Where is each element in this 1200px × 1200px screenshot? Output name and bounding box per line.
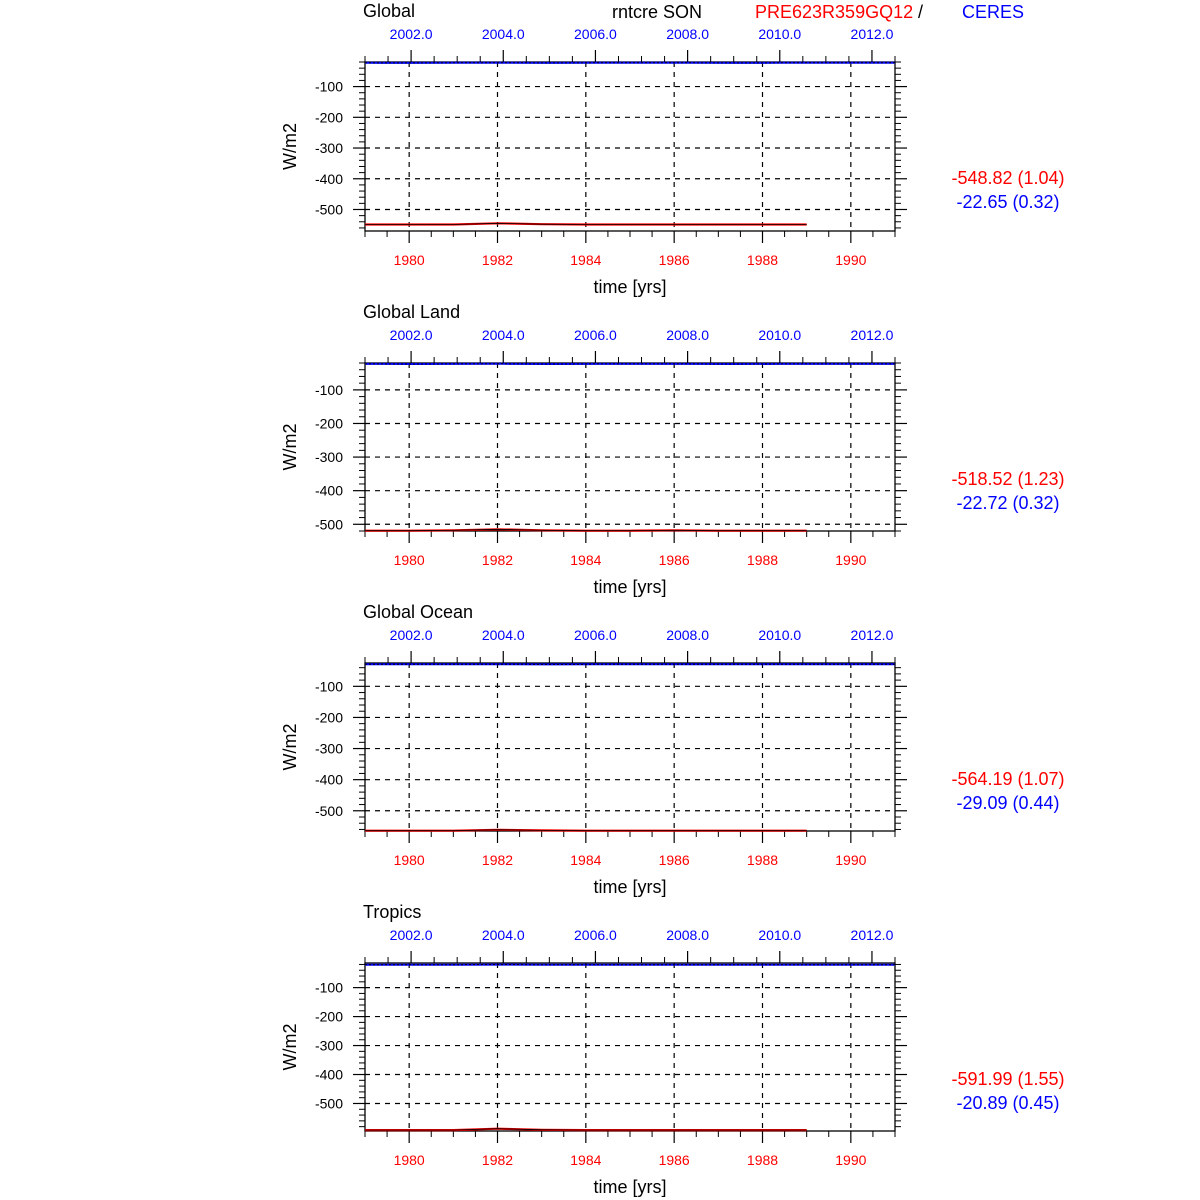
y-tick-label: -400: [314, 170, 343, 187]
x-top-tick-label: 2008.0: [666, 26, 710, 42]
x-bottom-tick-label: 1982: [481, 1152, 514, 1168]
y-tick-label: -300: [314, 740, 343, 757]
x-bottom-tick-label: 1990: [835, 852, 867, 868]
x-bottom-tick-label: 1990: [835, 252, 867, 268]
y-tick-label: -100: [314, 979, 343, 996]
y-tick-label: -200: [314, 109, 343, 126]
stats-obs: -29.09 (0.44): [956, 793, 1060, 813]
x-top-tick-label: 2012.0: [850, 927, 894, 943]
x-bottom-tick-label: 1988: [746, 552, 779, 568]
y-tick-label: -200: [314, 415, 343, 432]
panel-1: [280, 1, 1065, 297]
x-top-tick-label: 2002.0: [389, 327, 433, 343]
panel-3: [280, 602, 1065, 897]
y-tick-label: -200: [314, 1008, 343, 1025]
stats-obs: -20.89 (0.45): [956, 1093, 1060, 1113]
x-bottom-tick-label: 1982: [481, 552, 514, 568]
x-top-tick-label: 2002.0: [389, 627, 433, 643]
x-top-tick-label: 2004.0: [481, 627, 525, 643]
x-top-tick-label: 2004.0: [481, 327, 525, 343]
x-top-tick-label: 2010.0: [758, 627, 802, 643]
y-tick-label: -300: [314, 1037, 343, 1054]
plot-frame: [365, 62, 895, 231]
x-bottom-tick-label: 1980: [393, 552, 425, 568]
x-top-tick-label: 2008.0: [666, 627, 710, 643]
x-bottom-tick-label: 1984: [570, 852, 602, 868]
x-bottom-tick-label: 1980: [393, 252, 425, 268]
x-top-tick-label: 2004.0: [481, 26, 525, 42]
x-bottom-tick-label: 1988: [746, 252, 779, 268]
x-bottom-tick-label: 1980: [393, 852, 425, 868]
y-tick-label: -500: [314, 802, 343, 819]
x-bottom-tick-label: 1980: [393, 1152, 425, 1168]
x-top-tick-label: 2002.0: [389, 927, 433, 943]
x-top-tick-label: 2008.0: [666, 327, 710, 343]
x-bottom-tick-label: 1986: [658, 852, 690, 868]
stats-model: -518.52 (1.23): [951, 469, 1065, 489]
x-bottom-tick-label: 1988: [746, 1152, 779, 1168]
plot-frame: [365, 663, 895, 831]
y-axis-label: W/m2: [280, 423, 300, 471]
x-bottom-tick-label: 1982: [481, 252, 514, 268]
obs-name-label: CERES: [962, 2, 1025, 22]
x-top-tick-label: 2006.0: [574, 927, 617, 943]
plot-frame: [365, 363, 895, 531]
x-bottom-tick-label: 1986: [658, 1152, 690, 1168]
x-top-tick-label: 2006.0: [574, 327, 617, 343]
x-top-tick-label: 2010.0: [758, 26, 802, 42]
y-tick-label: -100: [314, 78, 343, 95]
stats-obs: -22.72 (0.32): [956, 493, 1060, 513]
x-bottom-tick-label: 1984: [570, 552, 602, 568]
y-tick-label: -400: [314, 482, 343, 499]
y-tick-label: -400: [314, 771, 343, 788]
x-top-tick-label: 2006.0: [574, 627, 617, 643]
y-tick-label: -100: [314, 381, 343, 398]
panel-title: Global Land: [363, 302, 461, 322]
y-tick-label: -400: [314, 1066, 343, 1083]
x-bottom-tick-label: 1982: [481, 852, 514, 868]
y-tick-label: -100: [314, 678, 343, 695]
x-bottom-tick-label: 1990: [835, 552, 867, 568]
x-bottom-tick-label: 1990: [835, 1152, 867, 1168]
x-top-tick-label: 2004.0: [481, 927, 525, 943]
panel-4: [280, 902, 1065, 1197]
x-top-tick-label: 2012.0: [850, 627, 894, 643]
y-axis-label: W/m2: [280, 123, 300, 170]
y-tick-label: -300: [314, 140, 343, 157]
y-tick-label: -500: [314, 516, 343, 533]
x-top-tick-label: 2010.0: [758, 327, 802, 343]
x-top-tick-label: 2008.0: [666, 927, 710, 943]
x-bottom-tick-label: 1986: [658, 252, 690, 268]
x-bottom-tick-label: 1984: [570, 1152, 602, 1168]
stats-model: -564.19 (1.07): [951, 769, 1065, 789]
variable-season-label: rntcre SON: [612, 2, 703, 22]
y-tick-label: -200: [314, 709, 343, 726]
x-axis-label: time [yrs]: [593, 577, 667, 597]
stats-model: -591.99 (1.55): [951, 1069, 1065, 1089]
stats-obs: -22.65 (0.32): [956, 192, 1060, 212]
x-top-tick-label: 2002.0: [389, 26, 433, 42]
header-separator: /: [918, 2, 924, 22]
panel-title: Global Ocean: [363, 602, 474, 622]
panel-title: Tropics: [363, 902, 422, 922]
x-axis-label: time [yrs]: [593, 877, 667, 897]
panel-title: Global: [363, 1, 416, 21]
x-top-tick-label: 2006.0: [574, 26, 617, 42]
x-axis-label: time [yrs]: [593, 277, 667, 297]
panel-2: [280, 302, 1065, 597]
x-top-tick-label: 2010.0: [758, 927, 802, 943]
y-tick-label: -300: [314, 449, 343, 466]
y-tick-label: -500: [314, 201, 343, 218]
x-axis-label: time [yrs]: [593, 1177, 667, 1197]
y-axis-label: W/m2: [280, 723, 300, 771]
y-axis-label: W/m2: [280, 1023, 300, 1071]
x-bottom-tick-label: 1984: [570, 252, 602, 268]
x-top-tick-label: 2012.0: [850, 26, 894, 42]
stats-model: -548.82 (1.04): [951, 168, 1065, 188]
x-top-tick-label: 2012.0: [850, 327, 894, 343]
model-name-label: PRE623R359GQ12: [755, 2, 914, 22]
y-tick-label: -500: [314, 1095, 343, 1112]
x-bottom-tick-label: 1988: [746, 852, 779, 868]
x-bottom-tick-label: 1986: [658, 552, 690, 568]
